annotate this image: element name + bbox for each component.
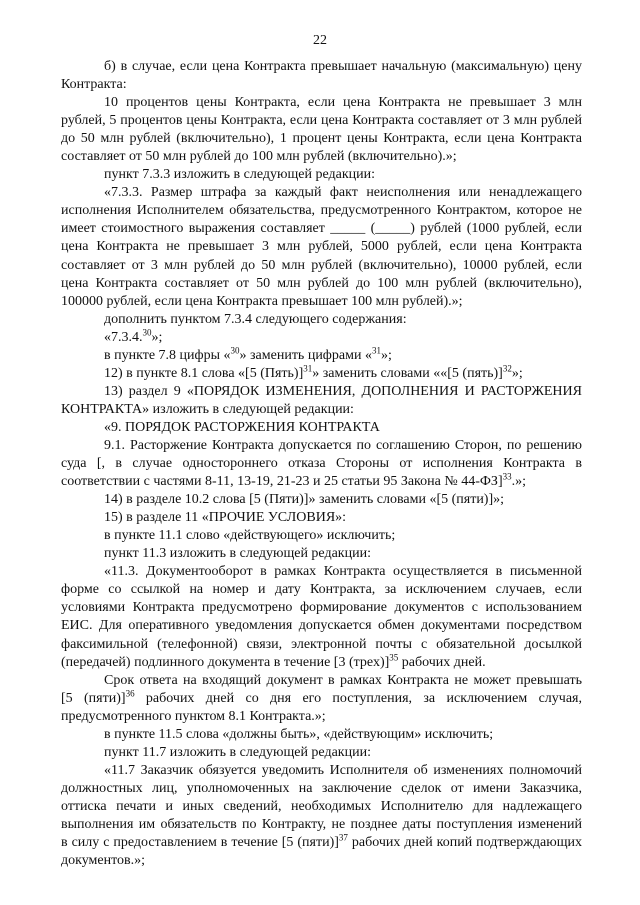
text-segment: соответствии с частями 8-11, 13-19, 21-23 и 25 статьи 95 Закона № 44-ФЗ]: [61, 474, 503, 490]
text-segment: » заменить словами ««[5 (пять)]: [312, 365, 503, 381]
text-line: [61, 419, 582, 437]
footnote-ref: 37: [338, 832, 348, 843]
text-segment: «11.3. Документооборот в рамках Контракта осуществляется в письменной: [104, 564, 582, 580]
document-body: [61, 58, 582, 870]
text-segment: б) в случае, если цена Контракта превышает начальную (максимальную) цену: [104, 59, 582, 74]
text-line: [61, 563, 582, 581]
text-line: [61, 545, 582, 563]
text-line: [61, 58, 582, 76]
text-segment: (передачей) подлинного документа в течение [3 (трех)]: [61, 654, 390, 670]
text-line: [61, 816, 582, 834]
text-segment: 15) в разделе 11 «ПРОЧИЕ УСЛОВИЯ»:: [104, 510, 347, 526]
text-line: [61, 401, 582, 419]
text-segment: должностных лиц, уполномоченных на заключение сделок от имени Заказчика,: [61, 780, 582, 796]
text-line: [61, 293, 582, 311]
text-line: [61, 76, 582, 94]
text-line: [61, 599, 582, 617]
text-segment: 12) в пункте 8.1 слова «[5 (Пять)]: [104, 365, 304, 381]
text-line: [61, 383, 582, 401]
text-line: [61, 473, 582, 491]
text-segment: факсимильной (телефонной) связи, электронной почты с обязательной досылкой: [61, 636, 582, 652]
text-line: [61, 509, 582, 527]
text-segment: документов.»;: [61, 853, 146, 869]
text-segment: «9. ПОРЯДОК РАСТОРЖЕНИЯ КОНТРАКТА: [104, 419, 380, 435]
text-line: [61, 726, 582, 744]
text-segment: условиями Контракта предусмотрено формирование документов с использованием: [61, 600, 582, 616]
text-segment: »;: [380, 347, 392, 363]
text-line: [61, 112, 582, 130]
text-line: [61, 238, 582, 256]
text-segment: .»;: [511, 474, 526, 490]
text-line: [61, 636, 582, 654]
text-segment: рабочих дней копий подтверждающих: [347, 835, 582, 851]
footnote-ref: 31: [371, 345, 381, 356]
text-segment: 10 процентов цены Контракта, если цена Контракта не превышает 3 млн: [104, 95, 582, 111]
text-line: [61, 581, 582, 599]
text-line: [61, 166, 582, 184]
text-segment: 14) в разделе 10.2 слова [5 (Пяти)]» заменить словами «[5 (пяти)]»;: [104, 492, 505, 508]
text-segment: в пункте 11.1 слово «действующего» исключить;: [104, 528, 396, 544]
text-line: [61, 455, 582, 473]
text-segment: предусмотренного пунктом 8.1 Контракта.»;: [61, 708, 326, 724]
footnote-ref: 36: [125, 687, 135, 698]
text-line: [61, 744, 582, 762]
text-line: [61, 130, 582, 148]
text-line: [61, 94, 582, 112]
text-line: [61, 780, 582, 798]
text-line: [61, 311, 582, 329]
text-segment: пункт 11.7 изложить в следующей редакции:: [104, 744, 371, 760]
text-line: [61, 365, 582, 383]
text-line: [61, 852, 582, 870]
text-segment: суда [, в случае одностороннего отказа Стороны от исполнения Контракта в: [61, 456, 582, 472]
text-segment: рублей, 5 процентов цены Контракта, если цена Контракта составляет от 3 млн рублей: [61, 113, 582, 129]
text-line: [61, 329, 582, 347]
text-line: [61, 347, 582, 365]
text-line: [61, 617, 582, 635]
text-line: [61, 687, 582, 708]
text-segment: в пункте 11.5 слова «должны быть», «действующим» исключить;: [104, 726, 494, 742]
text-line: [61, 651, 582, 672]
text-segment: цена Контракта составляет от 50 млн рублей до 100 млн рублей (включительно),: [61, 275, 582, 291]
text-segment: до 50 млн рублей (включительно), 1 процент цены Контракта, если цена Контракта: [61, 131, 582, 147]
text-line: [61, 148, 582, 166]
footnote-ref: 30: [142, 327, 152, 338]
text-segment: составляет от 3 млн рублей до 50 млн рублей (включительно), 10000 рублей, если: [61, 257, 582, 273]
text-segment: 9.1. Расторжение Контракта допускается по соглашению Сторон, по решению: [104, 437, 582, 453]
text-line: [61, 437, 582, 455]
text-segment: 100000 рублей, если цена Контракта превышает 100 млн рублей).»;: [61, 293, 463, 309]
text-line: [61, 220, 582, 238]
text-segment: Срок ответа на входящий документ в рамках Контракта не может превышать: [104, 672, 582, 688]
text-segment: » заменить цифрами «: [239, 347, 372, 363]
text-segment: имеет стоимостного выражения составляет _____ (_____) рублей (1000 рублей, если: [61, 221, 582, 237]
text-segment: пункт 7.3.3 изложить в следующей редакции:: [104, 167, 375, 183]
text-segment: ЕИС. Для оперативного уведомления допускается обмен документами посредством: [61, 618, 582, 634]
text-segment: Контракта:: [61, 77, 127, 93]
text-line: [61, 184, 582, 202]
text-segment: 13) раздел 9 «ПОРЯДОК ИЗМЕНЕНИЯ, ДОПОЛНЕНИЯ И РАСТОРЖЕНИЯ: [104, 383, 582, 399]
text-line: [61, 672, 582, 690]
text-line: [61, 491, 582, 509]
text-line: [61, 257, 582, 275]
text-segment: составляет от 50 млн рублей до 100 млн рублей (включительно).»;: [61, 149, 457, 165]
text-segment: рабочих дней.: [398, 654, 486, 670]
text-segment: »;: [151, 329, 163, 345]
text-segment: цена Контракта не превышает 3 млн рублей, 5000 рублей, если цена Контракта: [61, 239, 582, 255]
text-segment: »;: [511, 365, 523, 381]
page-number: 22: [313, 33, 327, 48]
footnote-ref: 31: [303, 363, 313, 374]
text-segment: «7.3.3. Размер штрафа за каждый факт неисполнения или ненадлежащего: [104, 185, 582, 201]
text-segment: [5 (пяти)]: [61, 690, 126, 706]
text-segment: «11.7 Заказчик обязуется уведомить Исполнителя об изменениях полномочий: [104, 762, 582, 778]
text-segment: форме со ссылкой на номер и дату Контракта, за исключением случаев, если: [61, 582, 582, 598]
text-line: [61, 202, 582, 220]
text-segment: КОНТРАКТА» изложить в следующей редакции:: [61, 401, 354, 417]
text-line: [61, 275, 582, 293]
text-segment: выполнения им обязательств по Контракту, не позднее даты поступления изменений: [61, 816, 582, 832]
text-segment: пункт 11.3 изложить в следующей редакции:: [104, 546, 371, 562]
text-segment: оттиска печати и иных сведений, необходимых Исполнителю для надлежащего: [61, 798, 582, 814]
footnote-ref: 35: [389, 651, 399, 662]
footnote-ref: 33: [502, 471, 512, 482]
text-line: [61, 708, 582, 726]
text-line: [61, 527, 582, 545]
text-segment: в пункте 7.8 цифры «: [104, 347, 231, 363]
footnote-ref: 32: [502, 363, 512, 374]
footnote-ref: 30: [230, 345, 240, 356]
text-line: [61, 798, 582, 816]
text-segment: исполнения Исполнителем обязательства, предусмотренного Контрактом, которое не: [61, 203, 582, 219]
text-line: [61, 834, 582, 852]
text-segment: в силу с предоставлением в течение [5 (пяти)]: [61, 835, 339, 851]
text-segment: «7.3.4.: [104, 329, 143, 345]
text-segment: рабочих дней со дня его поступления, за исключением случая,: [134, 690, 582, 706]
text-segment: дополнить пунктом 7.3.4 следующего содержания:: [104, 311, 407, 327]
text-line: [61, 762, 582, 780]
